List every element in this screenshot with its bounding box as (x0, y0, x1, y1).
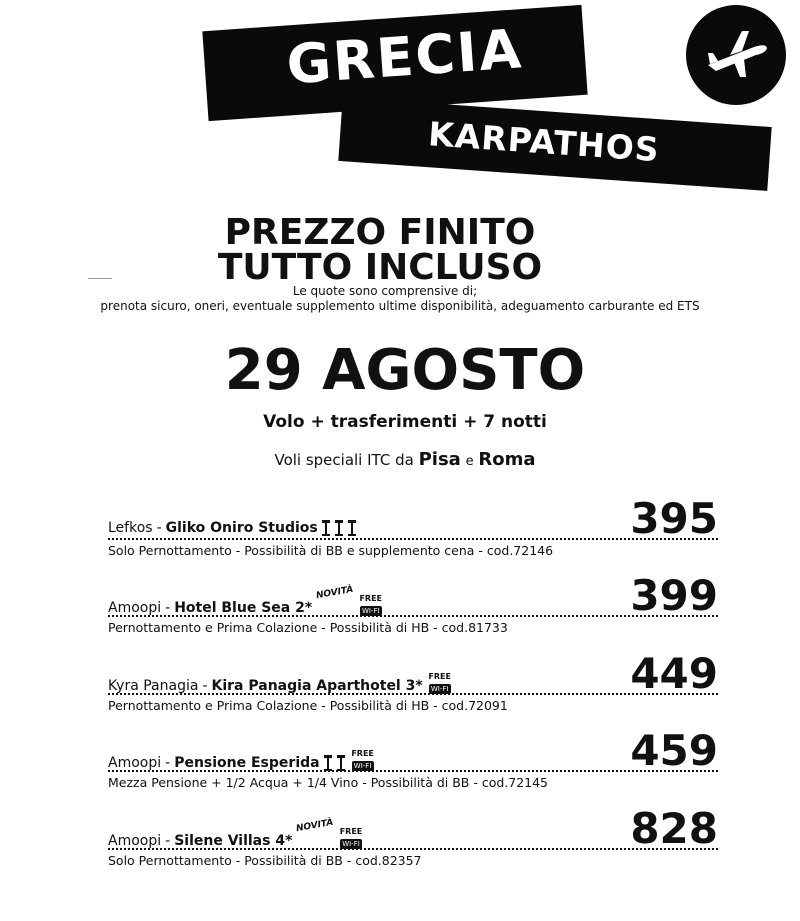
offer-row (108, 726, 718, 797)
offer-price: 449 (630, 649, 718, 698)
offer-location: Kyra Panagia (108, 678, 199, 694)
flights-info (5, 449, 800, 470)
offer-details: Mezza Pensione + 1/2 Acqua + 1/4 Vino - Possibilità di BB - cod.72145 (108, 775, 549, 790)
offer-hotel-name: Gliko Oniro Studios (165, 520, 318, 536)
offer-price: 395 (630, 494, 718, 543)
cutlery-rating-icon (334, 519, 344, 537)
offer-separator: - (202, 678, 208, 694)
departure-city-2: Roma (478, 449, 536, 470)
wifi-label: WI-FI (429, 684, 451, 694)
novita-badge: NOVITÀ (295, 817, 335, 835)
includes-intro: Le quote sono comprensive di; (292, 284, 478, 298)
pricing-title-line2: TUTTO INCLUSO (217, 247, 543, 288)
offer-price: 399 (630, 571, 718, 620)
wifi-label: WI-FI (352, 761, 374, 771)
airplane-badge (686, 5, 786, 105)
pricing-title-line1: PREZZO FINITO (224, 212, 536, 253)
offer-hotel-name: Pensione Esperida (174, 755, 320, 771)
offer-hotel-name: Kira Panagia Aparthotel 3* (211, 678, 423, 694)
offer-price: 459 (630, 726, 718, 775)
offer-details: Pernottamento e Prima Colazione - Possibilità di HB - cod.81733 (108, 620, 508, 635)
free-wifi-label: FREE (351, 749, 374, 758)
dotted-divider (108, 848, 718, 850)
offer-row (108, 649, 718, 720)
offer-separator: - (165, 755, 171, 771)
decorative-dash (88, 278, 112, 279)
offer-price: 828 (630, 804, 718, 853)
package-description: Volo + trasferimenti + 7 notti (263, 412, 547, 432)
offer-hotel-name: Hotel Blue Sea 2* (174, 600, 313, 616)
wifi-label: WI-FI (340, 839, 362, 849)
offer-row (108, 494, 718, 565)
island-banner (338, 97, 771, 191)
offer-separator: - (165, 600, 171, 616)
flights-prefix: Voli speciali ITC da (274, 451, 414, 469)
dotted-divider (108, 693, 718, 695)
free-wifi-label: FREE (359, 594, 383, 603)
offer-location: Amoopi (108, 600, 162, 616)
offer-title (108, 519, 357, 537)
offer-hotel-name: Silene Villas 4* (174, 833, 293, 849)
offer-details: Pernottamento e Prima Colazione - Possibilità di HB - cod.72091 (108, 698, 508, 713)
airplane-icon (704, 25, 770, 85)
conjunction: e (465, 454, 474, 469)
departure-date: 29 AGOSTO (224, 338, 586, 403)
novita-badge: NOVITÀ (315, 584, 355, 602)
free-wifi-label: FREE (428, 672, 451, 681)
offer-row (108, 804, 718, 875)
offer-row (108, 571, 718, 642)
departure-city-1: Pisa (418, 449, 461, 470)
offer-separator: - (165, 833, 171, 849)
offer-details: Solo Pernottamento - Possibilità di BB - cod.82357 (108, 853, 422, 868)
dotted-divider (108, 615, 718, 617)
offer-details: Solo Pernottamento - Possibilità di BB e supplemento cena - cod.72146 (108, 543, 554, 558)
wifi-label: WI-FI (360, 606, 382, 616)
includes-text: prenota sicuro, oneri, eventuale supplemento ultime disponibilità, adeguamento carburante ed ETS (100, 299, 700, 313)
offer-location: Amoopi (108, 833, 162, 849)
free-wifi-label: FREE (339, 827, 363, 836)
offer-location: Lefkos (108, 520, 153, 536)
country-title: GRECIA (284, 17, 525, 97)
offer-location: Amoopi (108, 755, 162, 771)
cutlery-rating-icon (347, 519, 357, 537)
offer-separator: - (156, 520, 162, 536)
island-title: KARPATHOS (427, 114, 661, 170)
cutlery-rating-icon (321, 519, 331, 537)
dotted-divider (108, 770, 718, 772)
dotted-divider (108, 538, 718, 540)
